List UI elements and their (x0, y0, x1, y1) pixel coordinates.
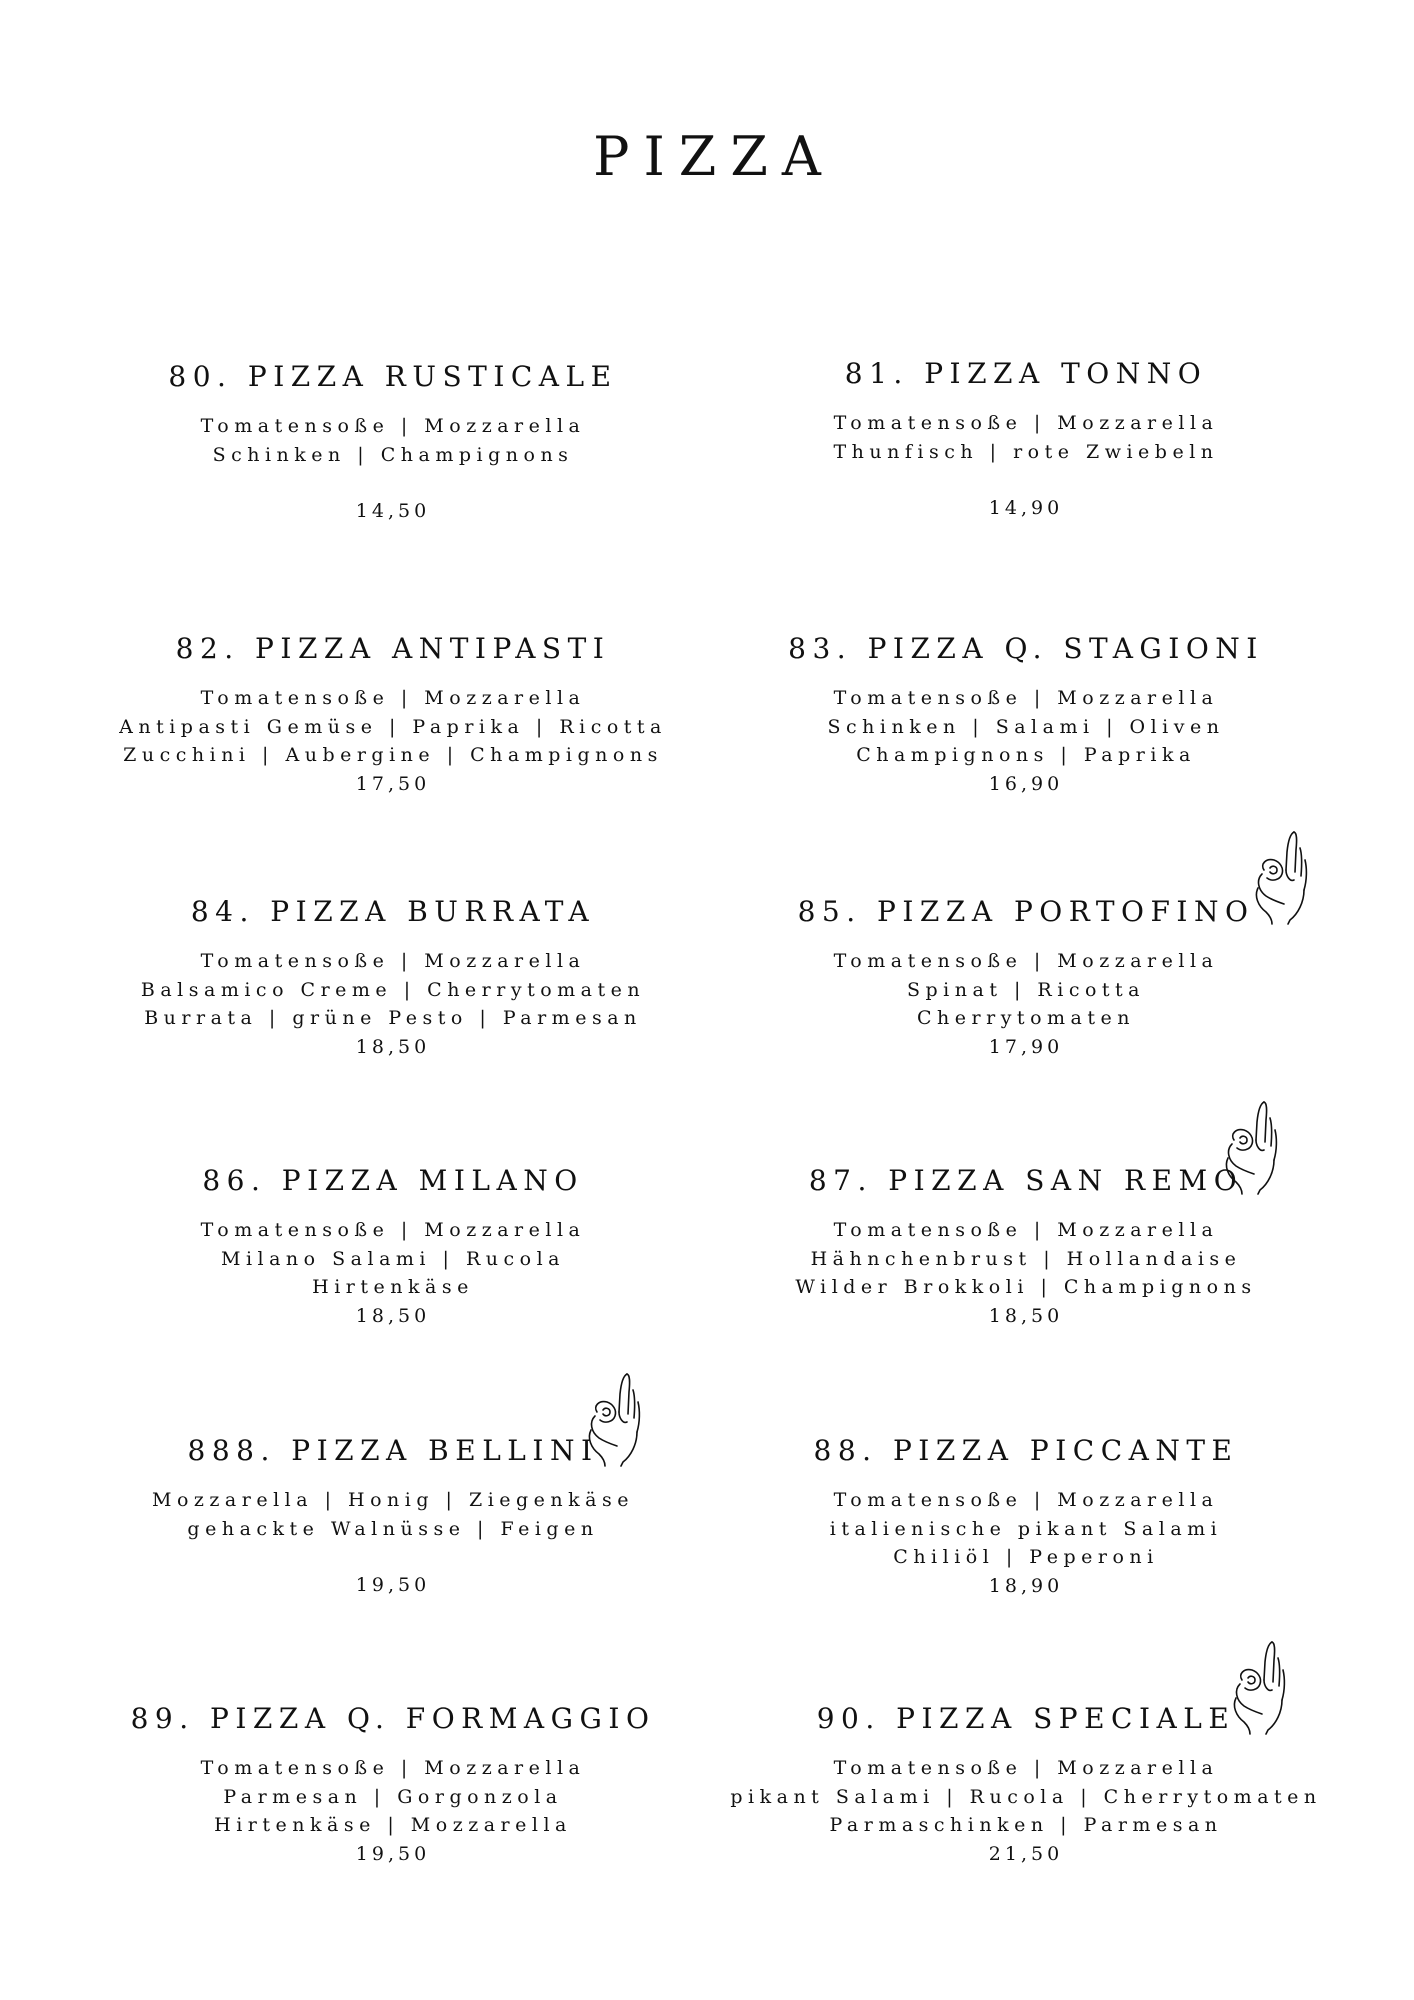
description-line: Cherrytomaten (917, 1007, 1135, 1029)
item-name: 80. PIZZA RUSTICALE (168, 360, 618, 393)
description-line: Tomatensoße | Mozzarella (200, 415, 586, 437)
item-description (706, 684, 1346, 770)
item-description (706, 947, 1346, 1033)
ok-hand-icon (1220, 1100, 1278, 1196)
description-line: Hähnchenbrust | Hollandaise (810, 1247, 1242, 1270)
description-line: Parmaschinken | Parmesan (829, 1814, 1223, 1836)
item-price: 19,50 (355, 1842, 431, 1865)
description-line: Tomatensoße | Mozzarella (200, 1219, 586, 1241)
item-name: 87. PIZZA SAN REMO (808, 1164, 1244, 1197)
description-line: Mozzarella | Honig | Ziegenkäse (152, 1489, 634, 1511)
page-title: PIZZA (593, 125, 835, 188)
description-line: Schinken | Salami | Oliven (827, 715, 1225, 738)
item-description (73, 412, 713, 469)
description-line: gehackte Walnüsse | Feigen (187, 1517, 599, 1540)
item-price: 14,50 (355, 500, 431, 522)
item-price: 18,50 (355, 1304, 431, 1327)
menu-item (73, 1162, 713, 1330)
description-line: Thunfisch | rote Zwiebeln (833, 440, 1219, 463)
description-line: Tomatensoße | Mozzarella (200, 1757, 586, 1779)
menu-item (706, 630, 1346, 798)
item-description (706, 1754, 1346, 1840)
description-line: italienische pikant Salami (829, 1517, 1223, 1540)
item-price: 21,50 (988, 1842, 1064, 1865)
item-name: 85. PIZZA PORTOFINO (797, 895, 1255, 928)
item-name: 888. PIZZA BELLINI (187, 1434, 599, 1467)
item-description (73, 1216, 713, 1302)
menu-item (706, 1432, 1346, 1600)
item-name: 83. PIZZA Q. STAGIONI (788, 632, 1264, 665)
description-line: Balsamico Creme | Cherrytomaten (140, 978, 646, 1001)
menu-item (706, 355, 1346, 523)
description-line: Schinken | Champignons (212, 443, 574, 466)
description-line: Tomatensoße | Mozzarella (833, 687, 1219, 709)
item-price: 18,50 (988, 1304, 1064, 1327)
item-description (706, 1486, 1346, 1572)
item-price: 16,90 (988, 772, 1064, 795)
item-name: 84. PIZZA BURRATA (190, 895, 596, 928)
ok-hand-icon (1250, 830, 1308, 926)
description-line: Tomatensoße | Mozzarella (833, 1757, 1219, 1779)
description-line: Milano Salami | Rucola (221, 1247, 565, 1270)
item-price: 14,90 (988, 497, 1064, 519)
item-name: 88. PIZZA PICCANTE (813, 1434, 1239, 1467)
item-name: 81. PIZZA TONNO (844, 357, 1208, 390)
item-description (73, 1754, 713, 1840)
description-line: Parmesan | Gorgonzola (223, 1785, 563, 1808)
item-name: 86. PIZZA MILANO (202, 1164, 584, 1197)
item-price: 17,90 (988, 1035, 1064, 1058)
item-price: 17,50 (355, 772, 431, 795)
item-price: 18,50 (355, 1035, 431, 1058)
description-line: Tomatensoße | Mozzarella (200, 687, 586, 709)
description-line: Hirtenkäse (312, 1276, 474, 1298)
description-line: Tomatensoße | Mozzarella (833, 412, 1219, 434)
item-name: 82. PIZZA ANTIPASTI (175, 632, 611, 665)
menu-item (73, 630, 713, 798)
description-line: pikant Salami | Rucola | Cherrytomaten (730, 1785, 1322, 1808)
description-line: Hirtenkäse | Mozzarella (214, 1814, 572, 1836)
item-description (706, 409, 1346, 466)
description-line: Antipasti Gemüse | Paprika | Ricotta (119, 715, 667, 738)
description-line: Tomatensoße | Mozzarella (833, 1219, 1219, 1241)
item-description (73, 684, 713, 770)
description-line: Wilder Brokkoli | Champignons (795, 1276, 1257, 1298)
description-line: Zucchini | Aubergine | Champignons (123, 744, 663, 766)
item-price: 19,50 (355, 1574, 431, 1596)
menu-item (73, 358, 713, 526)
description-line: Spinat | Ricotta (907, 978, 1145, 1001)
ok-hand-icon (583, 1372, 641, 1468)
description-line: Champignons | Paprika (856, 744, 1196, 766)
item-description (706, 1216, 1346, 1302)
item-price: 18,90 (988, 1574, 1064, 1597)
description-line: Chiliöl | Peperoni (893, 1546, 1159, 1568)
menu-item (73, 893, 713, 1061)
item-description (73, 1486, 713, 1543)
description-line: Burrata | grüne Pesto | Parmesan (144, 1007, 642, 1029)
description-line: Tomatensoße | Mozzarella (833, 950, 1219, 972)
item-name: 90. PIZZA SPECIALE (816, 1702, 1236, 1735)
ok-hand-icon (1228, 1640, 1286, 1736)
item-description (73, 947, 713, 1033)
description-line: Tomatensoße | Mozzarella (833, 1489, 1219, 1511)
item-name: 89. PIZZA Q. FORMAGGIO (130, 1702, 656, 1735)
description-line: Tomatensoße | Mozzarella (200, 950, 586, 972)
menu-item (73, 1700, 713, 1868)
